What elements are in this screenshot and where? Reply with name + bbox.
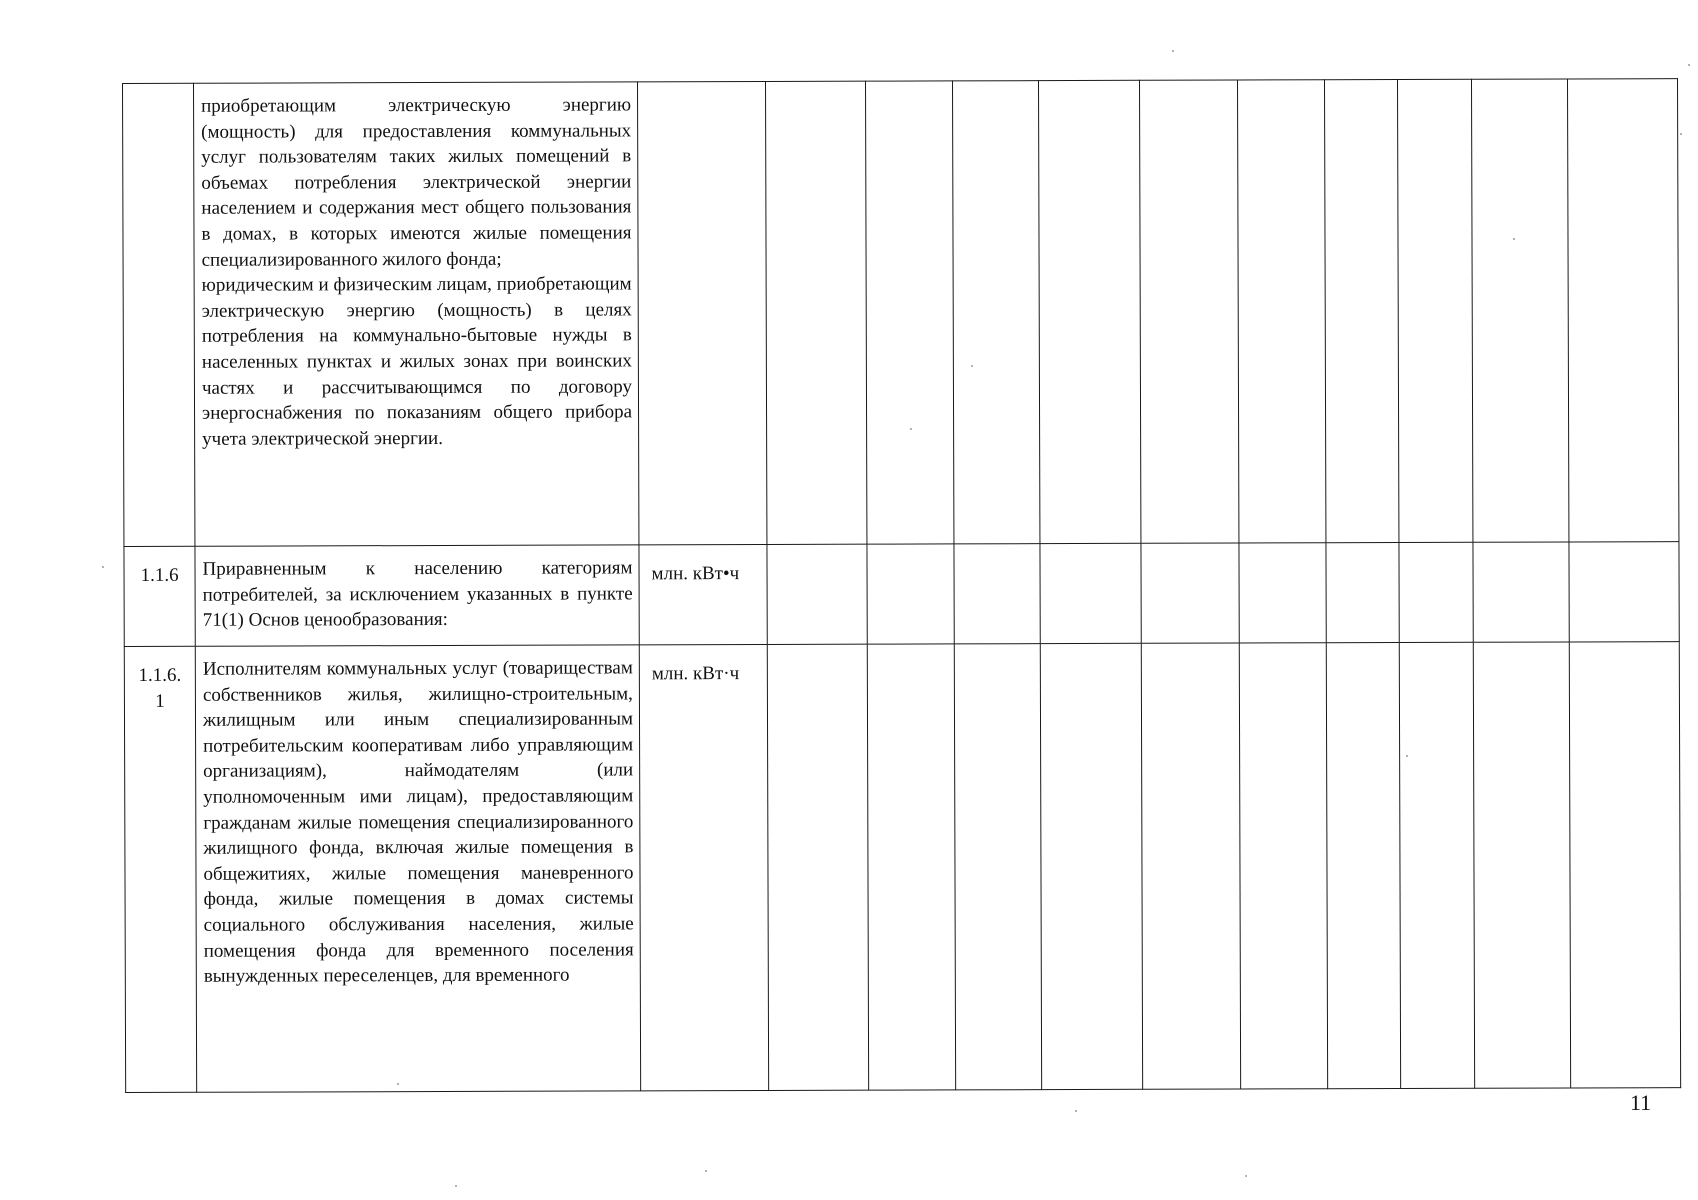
value-cell: [1471, 79, 1568, 542]
value-cell: [1397, 79, 1472, 542]
row-unit: [637, 81, 766, 544]
scan-speck: [102, 566, 104, 568]
tariff-table: [122, 78, 1681, 1093]
row-unit: млн. кВт·ч: [639, 644, 768, 1090]
value-cell: [1569, 642, 1680, 1088]
row-number: 1.1.6: [124, 546, 195, 646]
scan-speck: [910, 428, 912, 430]
value-cell: [1473, 542, 1569, 642]
value-cell: [1237, 80, 1325, 543]
scan-speck: [1406, 755, 1408, 757]
scan-speck: [705, 1170, 707, 1172]
scan-speck: [1075, 1110, 1077, 1112]
value-cell: [1040, 643, 1142, 1089]
scan-speck: [1513, 238, 1515, 240]
value-cell: [1473, 642, 1570, 1088]
value-cell: [1038, 80, 1140, 543]
value-cell: [954, 544, 1040, 644]
row-description: [195, 545, 639, 646]
value-cell: [867, 544, 954, 644]
row-number: 1.1.6. 1: [124, 646, 196, 1092]
value-cell: [765, 81, 866, 544]
description-paragraph: Исполнителям коммунальных услуг (товариществам собственников жилья, жилищно-строительным, жилищным или иным специализированным потребительским кооперативам либо управляющим организациям), наймодателям (или уполномоченным ими лицам), предоставляющим гражданам жилые помещения специализированного жилищного фонда, включая жилые помещения в общежитиях, жилые помещения маневренного фонда, жилые помещения в домах системы социального обслуживания населения, жилые помещения фонда для временного поселения вынужденных переселенцев, для временного: [202, 657, 634, 987]
description-paragraph: приобретающим электрическую энергию (мощность) для предоставления коммунальных услуг пользователям таких жилых помещений в объемах потребления электрической энергии населением и содержания мест общего пользования в домах, в которых имеются жилые помещения специализированного жилого фонда;: [201, 94, 632, 271]
table-row: [123, 79, 1679, 547]
value-cell: [1040, 543, 1141, 643]
scan-speck: [455, 1185, 457, 1187]
scan-speck: [1172, 50, 1174, 52]
description-paragraph: Приравненным к населению категориям потребителей, за исключением указанных в пункте 71(1) Основ ценообразования:: [202, 557, 633, 631]
row-description: [194, 82, 639, 546]
value-cell: [1324, 79, 1398, 542]
value-cell: [867, 644, 955, 1090]
scan-speck: [1680, 133, 1682, 135]
value-cell: [1239, 643, 1327, 1089]
value-cell: [1239, 543, 1326, 643]
value-cell: [865, 81, 953, 544]
value-cell: [954, 644, 1041, 1090]
scan-speck: [971, 365, 973, 367]
value-cell: [1326, 542, 1399, 642]
scan-speck: [1688, 64, 1690, 66]
value-cell: [1139, 80, 1238, 543]
value-cell: [1326, 642, 1400, 1088]
value-cell: [1399, 642, 1474, 1088]
value-cell: [1141, 643, 1240, 1089]
value-cell: [1569, 542, 1679, 642]
scan-speck: [397, 1083, 399, 1085]
value-cell: [1567, 79, 1678, 542]
value-cell: [1399, 542, 1473, 642]
row-number: [123, 83, 195, 546]
row-unit: млн. кВт•ч: [639, 544, 767, 644]
description-paragraph: юридическим и физическим лицам, приобретающим электрическую энергию (мощность) в целях потребления на коммунально-бытовые нужды в населенных пунктах и жилых зонах при воинских частях и рассчитывающимся по договору энергоснабжения по показаниям общего прибора учета электрической энергии.: [201, 273, 633, 450]
page-number: 11: [1630, 1090, 1652, 1115]
row-description: [195, 645, 640, 1092]
value-cell: [767, 644, 868, 1090]
table-row: [124, 642, 1680, 1093]
value-cell: [767, 544, 867, 644]
table-row: [124, 542, 1679, 647]
value-cell: [952, 81, 1039, 544]
value-cell: [1141, 543, 1239, 643]
scan-speck: [1245, 1175, 1247, 1177]
